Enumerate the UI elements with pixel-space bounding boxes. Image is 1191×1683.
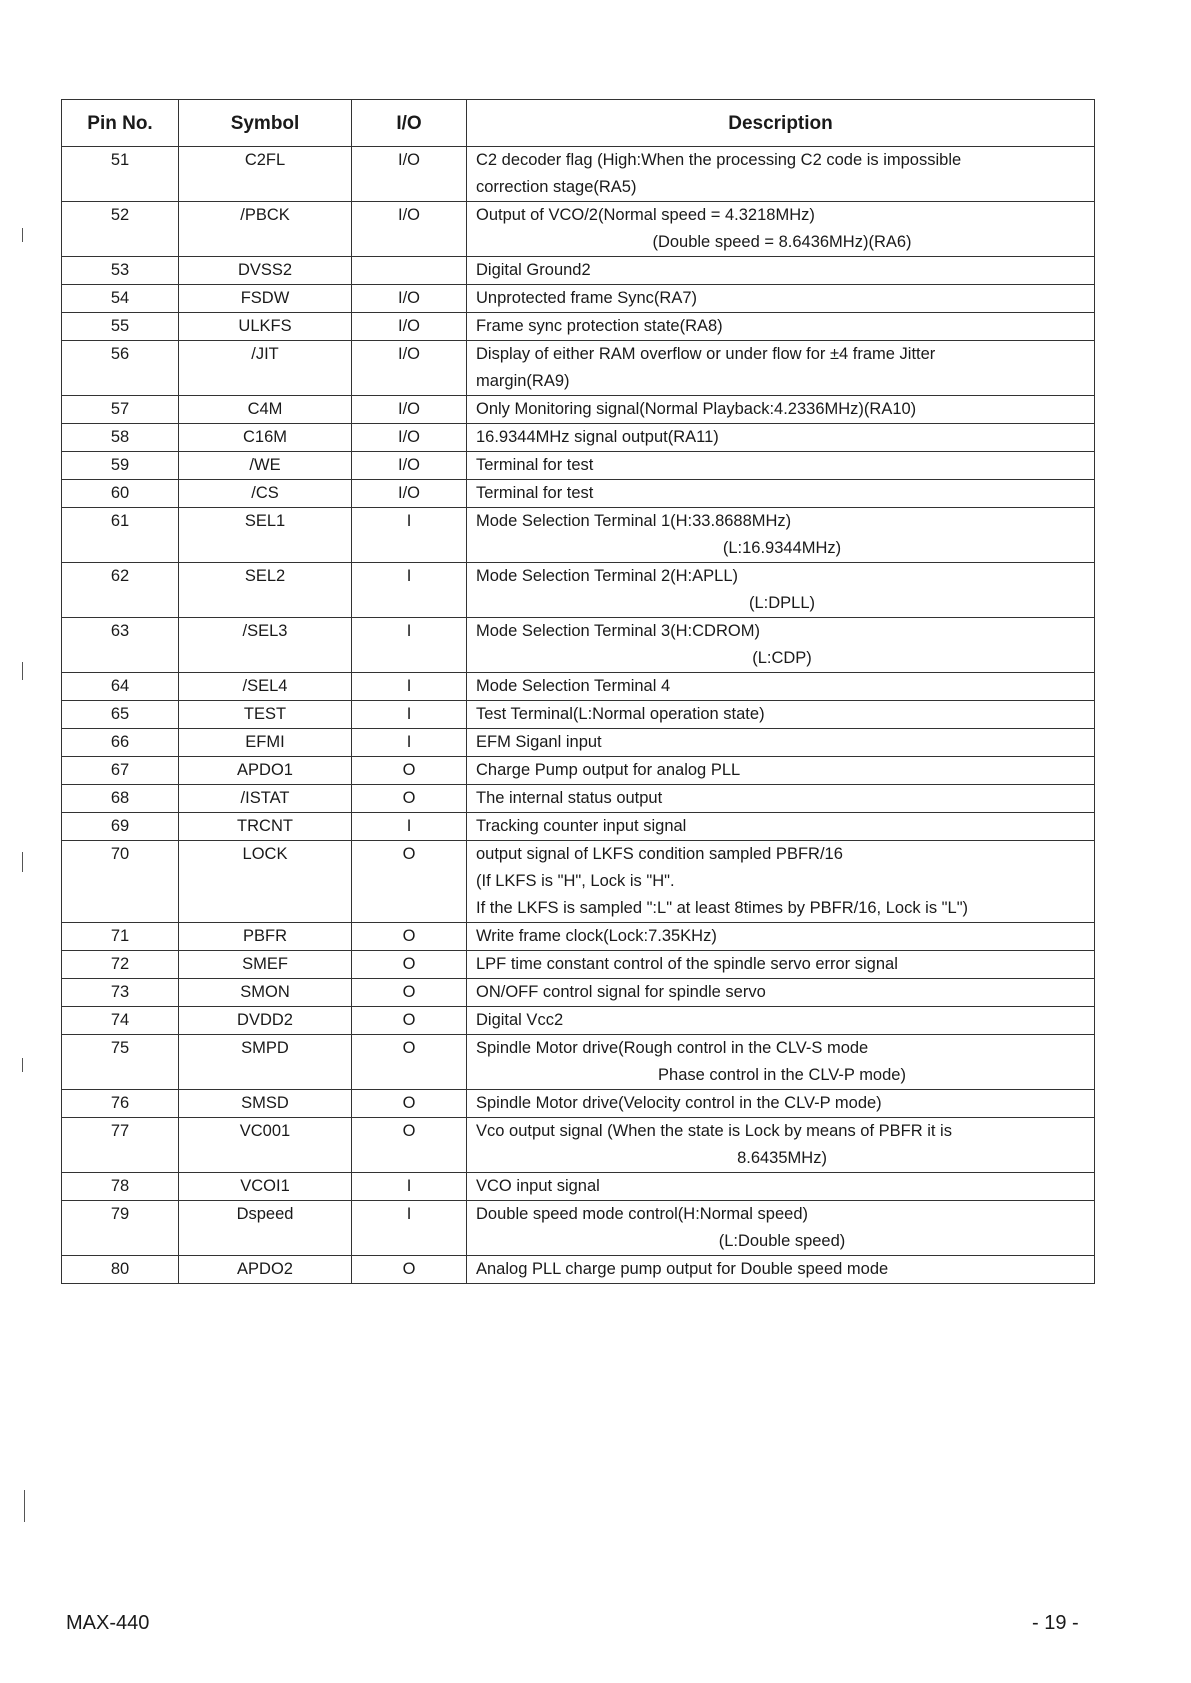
footer-page-number: - 19 - — [1032, 1612, 1079, 1634]
io-cell: O — [352, 951, 467, 979]
table-row — [62, 785, 1095, 813]
scan-mark — [22, 228, 23, 242]
description-line: Phase control in the CLV-P mode) — [658, 1066, 906, 1084]
symbol-cell: VCOI1 — [179, 1173, 352, 1201]
table-row — [62, 701, 1095, 729]
scan-mark — [24, 1490, 25, 1522]
description-line: 8.6435MHz) — [737, 1149, 827, 1167]
io-cell: I — [352, 618, 467, 673]
description-line: Spindle Motor drive(Rough control in the CLV-S mode — [476, 1039, 869, 1057]
pin-number-cell: 73 — [62, 979, 179, 1007]
io-cell: O — [352, 785, 467, 813]
description-cell — [467, 424, 1095, 452]
io-cell: I — [352, 673, 467, 701]
symbol-cell: C2FL — [179, 147, 352, 202]
symbol-cell: DVSS2 — [179, 257, 352, 285]
table-row — [62, 729, 1095, 757]
table-row — [62, 257, 1095, 285]
symbol-cell: SMEF — [179, 951, 352, 979]
table-row — [62, 285, 1095, 313]
pin-number-cell: 54 — [62, 285, 179, 313]
description-cell — [467, 480, 1095, 508]
description-line: Display of either RAM overflow or under flow for ±4 frame Jitter — [476, 345, 936, 363]
pin-number-cell: 65 — [62, 701, 179, 729]
table-row — [62, 673, 1095, 701]
description-line: Frame sync protection state(RA8) — [476, 317, 723, 335]
description-line: Mode Selection Terminal 4 — [476, 677, 671, 695]
description-line: VCO input signal — [476, 1177, 600, 1195]
symbol-cell: /JIT — [179, 341, 352, 396]
io-cell: O — [352, 841, 467, 923]
description-line: EFM Siganl input — [476, 733, 602, 751]
symbol-cell: DVDD2 — [179, 1007, 352, 1035]
symbol-cell: SEL2 — [179, 563, 352, 618]
description-line: Only Monitoring signal(Normal Playback:4.2336MHz)(RA10) — [476, 400, 917, 418]
pin-number-cell: 59 — [62, 452, 179, 480]
io-cell: O — [352, 1118, 467, 1173]
pin-number-cell: 56 — [62, 341, 179, 396]
description-line: Test Terminal(L:Normal operation state) — [476, 705, 765, 723]
description-cell — [467, 1256, 1095, 1284]
description-cell — [467, 923, 1095, 951]
description-line: C2 decoder flag (High:When the processing C2 code is impossible — [476, 151, 962, 169]
description-line: Vco output signal (When the state is Lock by means of PBFR it is — [476, 1122, 952, 1140]
description-cell — [467, 757, 1095, 785]
table-row — [62, 508, 1095, 563]
symbol-cell: APDO1 — [179, 757, 352, 785]
io-cell: O — [352, 923, 467, 951]
description-cell — [467, 979, 1095, 1007]
description-line: ON/OFF control signal for spindle servo — [476, 983, 766, 1001]
scan-mark — [22, 662, 23, 680]
io-cell: I/O — [352, 285, 467, 313]
table-row — [62, 1007, 1095, 1035]
description-cell — [467, 673, 1095, 701]
description-cell — [467, 1035, 1095, 1090]
table-row — [62, 313, 1095, 341]
description-cell — [467, 841, 1095, 923]
description-line: (Double speed = 8.6436MHz)(RA6) — [652, 233, 912, 251]
pin-number-cell: 62 — [62, 563, 179, 618]
description-cell — [467, 257, 1095, 285]
table-row — [62, 923, 1095, 951]
pin-number-cell: 69 — [62, 813, 179, 841]
io-cell: O — [352, 1256, 467, 1284]
table-header-row — [62, 100, 1095, 147]
description-line: Spindle Motor drive(Velocity control in the CLV-P mode) — [476, 1094, 882, 1112]
description-line: Double speed mode control(H:Normal speed) — [476, 1205, 808, 1223]
description-line: Tracking counter input signal — [476, 817, 687, 835]
io-cell: O — [352, 1007, 467, 1035]
pin-number-cell: 66 — [62, 729, 179, 757]
pin-number-cell: 71 — [62, 923, 179, 951]
table-row — [62, 1256, 1095, 1284]
description-cell — [467, 508, 1095, 563]
pin-number-cell: 55 — [62, 313, 179, 341]
pin-number-cell: 75 — [62, 1035, 179, 1090]
description-cell — [467, 452, 1095, 480]
description-cell — [467, 1173, 1095, 1201]
description-line: correction stage(RA5) — [476, 178, 637, 196]
symbol-cell: EFMI — [179, 729, 352, 757]
io-cell: I/O — [352, 313, 467, 341]
symbol-cell: /ISTAT — [179, 785, 352, 813]
table-row — [62, 424, 1095, 452]
description-line: (L:DPLL) — [748, 594, 816, 612]
pin-description-table — [61, 99, 1095, 1284]
description-line: 16.9344MHz signal output(RA11) — [476, 428, 719, 446]
io-cell: I/O — [352, 341, 467, 396]
description-line: Terminal for test — [476, 484, 594, 502]
io-cell: I/O — [352, 396, 467, 424]
table-row — [62, 813, 1095, 841]
symbol-cell: C4M — [179, 396, 352, 424]
symbol-cell: /PBCK — [179, 202, 352, 257]
description-line: margin(RA9) — [476, 372, 570, 390]
pin-number-cell: 60 — [62, 480, 179, 508]
pin-number-cell: 63 — [62, 618, 179, 673]
pin-number-cell: 74 — [62, 1007, 179, 1035]
io-cell: O — [352, 979, 467, 1007]
io-cell: I/O — [352, 147, 467, 202]
table-row — [62, 1173, 1095, 1201]
table-row — [62, 202, 1095, 257]
pin-number-cell: 79 — [62, 1201, 179, 1256]
table-body — [62, 147, 1095, 1284]
pin-number-cell: 53 — [62, 257, 179, 285]
io-cell: I/O — [352, 452, 467, 480]
symbol-cell: LOCK — [179, 841, 352, 923]
symbol-cell: SMSD — [179, 1090, 352, 1118]
pin-number-cell: 72 — [62, 951, 179, 979]
description-line: Write frame clock(Lock:7.35KHz) — [476, 927, 717, 945]
description-line: If the LKFS is sampled ":L" at least 8times by PBFR/16, Lock is "L") — [476, 899, 969, 917]
description-cell — [467, 341, 1095, 396]
description-line: Analog PLL charge pump output for Double speed mode — [476, 1260, 889, 1278]
table-row — [62, 618, 1095, 673]
pin-number-cell: 52 — [62, 202, 179, 257]
description-line: The internal status output — [476, 789, 663, 807]
symbol-cell: APDO2 — [179, 1256, 352, 1284]
symbol-cell: SEL1 — [179, 508, 352, 563]
table-row — [62, 1035, 1095, 1090]
header-description: Description — [467, 100, 1095, 147]
pin-number-cell: 68 — [62, 785, 179, 813]
pin-number-cell: 78 — [62, 1173, 179, 1201]
table-row — [62, 1090, 1095, 1118]
symbol-cell: PBFR — [179, 923, 352, 951]
io-cell: I/O — [352, 202, 467, 257]
io-cell: I — [352, 729, 467, 757]
symbol-cell: C16M — [179, 424, 352, 452]
description-line: LPF time constant control of the spindle servo error signal — [476, 955, 898, 973]
description-line: Charge Pump output for analog PLL — [476, 761, 741, 779]
io-cell: I — [352, 508, 467, 563]
description-line: (L:Double speed) — [718, 1232, 846, 1250]
symbol-cell: /SEL4 — [179, 673, 352, 701]
io-cell: I/O — [352, 424, 467, 452]
pin-number-cell: 64 — [62, 673, 179, 701]
symbol-cell: ULKFS — [179, 313, 352, 341]
table-row — [62, 480, 1095, 508]
io-cell: I — [352, 813, 467, 841]
description-cell — [467, 729, 1095, 757]
table-row — [62, 757, 1095, 785]
description-cell — [467, 1201, 1095, 1256]
io-cell: I — [352, 1201, 467, 1256]
io-cell: I — [352, 1173, 467, 1201]
description-line: Digital Vcc2 — [476, 1011, 564, 1029]
description-line: (L:CDP) — [752, 649, 812, 667]
pin-number-cell: 57 — [62, 396, 179, 424]
symbol-cell: Dspeed — [179, 1201, 352, 1256]
footer-model-name: MAX-440 — [66, 1612, 150, 1634]
description-line: Unprotected frame Sync(RA7) — [476, 289, 698, 307]
scan-mark — [22, 1058, 23, 1072]
io-cell: I — [352, 563, 467, 618]
header-pin-no: Pin No. — [62, 100, 179, 147]
symbol-cell: TEST — [179, 701, 352, 729]
symbol-cell: /CS — [179, 480, 352, 508]
pin-number-cell: 58 — [62, 424, 179, 452]
table-row — [62, 563, 1095, 618]
description-cell — [467, 563, 1095, 618]
pin-number-cell: 61 — [62, 508, 179, 563]
pin-number-cell: 51 — [62, 147, 179, 202]
description-cell — [467, 285, 1095, 313]
description-cell — [467, 701, 1095, 729]
symbol-cell: SMPD — [179, 1035, 352, 1090]
description-cell — [467, 313, 1095, 341]
header-io: I/O — [352, 100, 467, 147]
description-line: (L:16.9344MHz) — [722, 539, 842, 557]
table-row — [62, 1201, 1095, 1256]
description-cell — [467, 618, 1095, 673]
table-row — [62, 341, 1095, 396]
scan-mark — [22, 852, 23, 872]
description-line: Mode Selection Terminal 3(H:CDROM) — [476, 622, 760, 640]
description-line: Digital Ground2 — [476, 261, 591, 279]
description-cell — [467, 1118, 1095, 1173]
symbol-cell: TRCNT — [179, 813, 352, 841]
pin-number-cell: 76 — [62, 1090, 179, 1118]
description-cell — [467, 147, 1095, 202]
io-cell: O — [352, 1035, 467, 1090]
io-cell: I — [352, 701, 467, 729]
description-cell — [467, 1090, 1095, 1118]
symbol-cell: SMON — [179, 979, 352, 1007]
io-cell: O — [352, 757, 467, 785]
table-row — [62, 147, 1095, 202]
table-row — [62, 452, 1095, 480]
table-row — [62, 841, 1095, 923]
description-line: output signal of LKFS condition sampled PBFR/16 — [476, 845, 843, 863]
description-line: Mode Selection Terminal 2(H:APLL) — [476, 567, 738, 585]
description-line: (If LKFS is "H", Lock is "H". — [476, 872, 675, 890]
description-line: Terminal for test — [476, 456, 594, 474]
description-cell — [467, 202, 1095, 257]
description-line: Mode Selection Terminal 1(H:33.8688MHz) — [476, 512, 792, 530]
table-row — [62, 979, 1095, 1007]
description-line: Output of VCO/2(Normal speed = 4.3218MHz) — [476, 206, 815, 224]
symbol-cell: FSDW — [179, 285, 352, 313]
description-cell — [467, 785, 1095, 813]
io-cell: O — [352, 1090, 467, 1118]
symbol-cell: /SEL3 — [179, 618, 352, 673]
description-cell — [467, 813, 1095, 841]
description-cell — [467, 396, 1095, 424]
symbol-cell: VC001 — [179, 1118, 352, 1173]
pin-number-cell: 70 — [62, 841, 179, 923]
pin-number-cell: 77 — [62, 1118, 179, 1173]
io-cell: I/O — [352, 480, 467, 508]
description-cell — [467, 1007, 1095, 1035]
table-row — [62, 396, 1095, 424]
table-row — [62, 951, 1095, 979]
symbol-cell: /WE — [179, 452, 352, 480]
io-cell — [352, 257, 467, 285]
header-symbol: Symbol — [179, 100, 352, 147]
pin-number-cell: 80 — [62, 1256, 179, 1284]
table-row — [62, 1118, 1095, 1173]
description-cell — [467, 951, 1095, 979]
pin-number-cell: 67 — [62, 757, 179, 785]
